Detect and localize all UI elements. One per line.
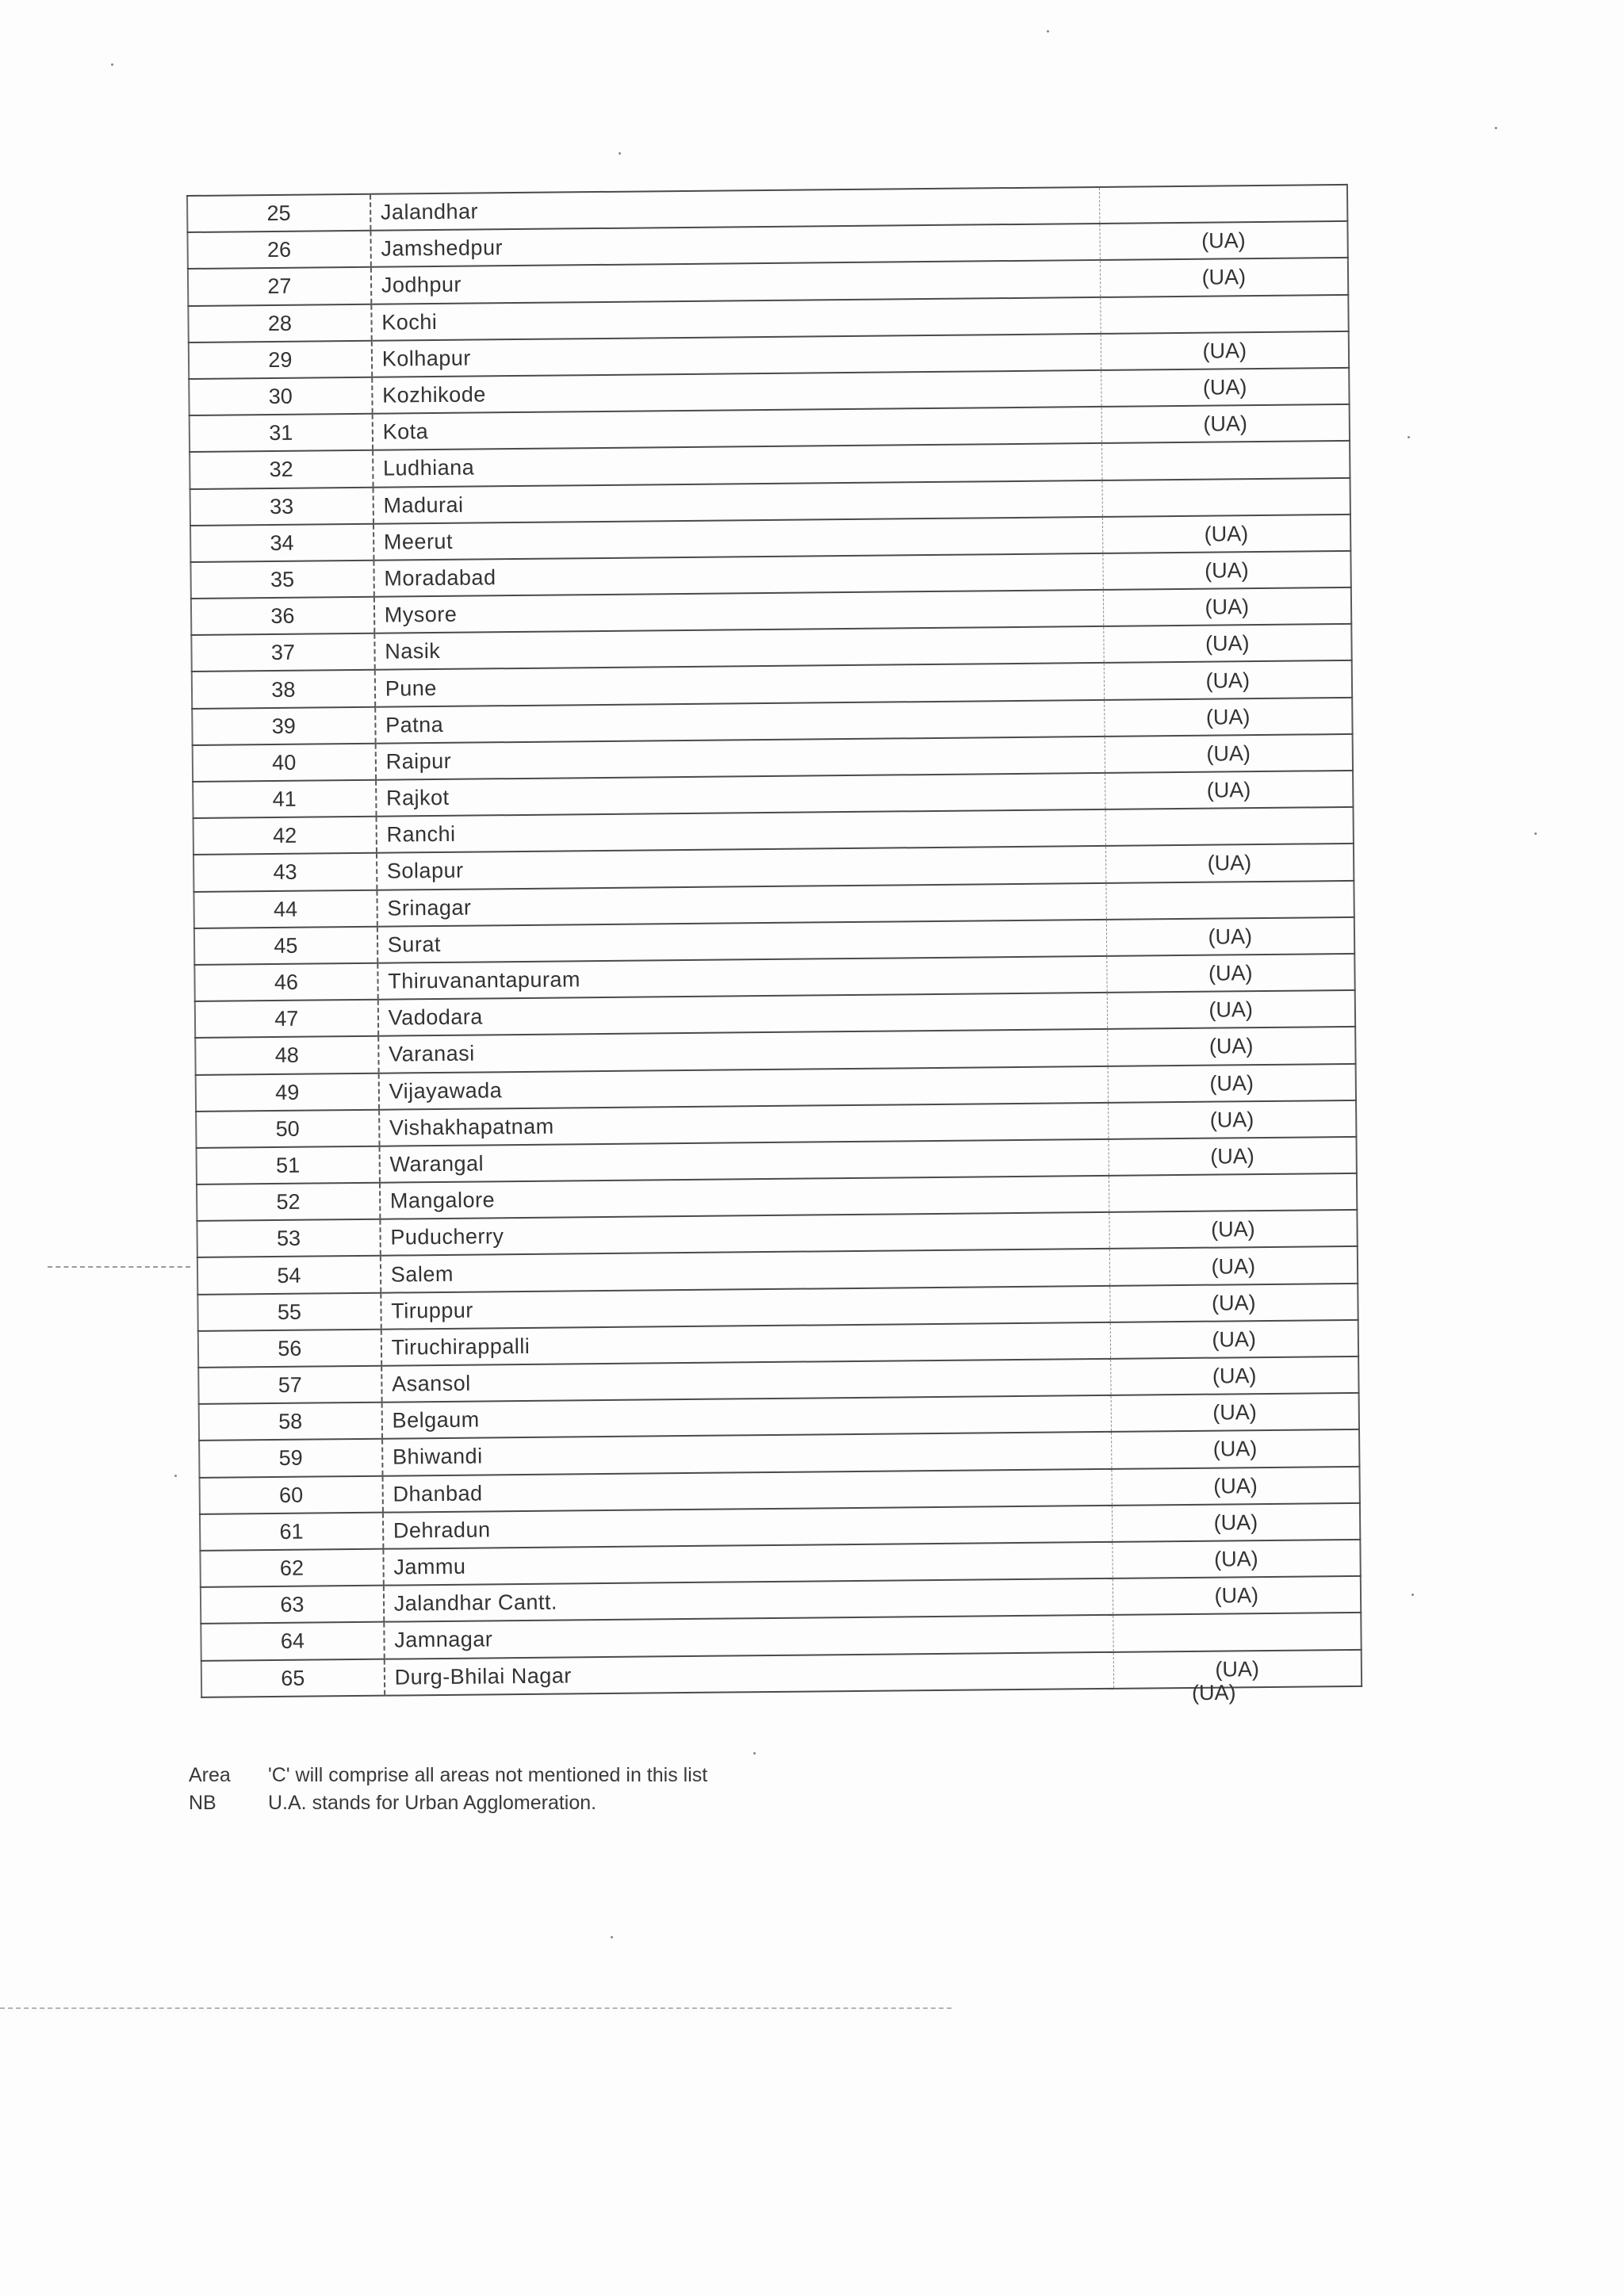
footnotes	[189, 1762, 707, 1817]
city-name: Thiruvanantapuram	[377, 956, 1107, 1000]
city-name: Srinagar	[377, 882, 1106, 926]
city-name: Puducherry	[380, 1212, 1109, 1256]
row-number: 26	[187, 231, 370, 269]
scan-speck	[174, 1475, 177, 1477]
table-body	[187, 185, 1362, 1697]
city-name: Asansol	[381, 1359, 1111, 1402]
ua-marker: (UA)	[1103, 587, 1351, 626]
row-number: 60	[200, 1475, 383, 1513]
row-number: 55	[197, 1292, 381, 1330]
row-number: 41	[193, 780, 376, 818]
ua-marker: (UA)	[1105, 844, 1354, 882]
city-name: Kota	[372, 407, 1101, 450]
ua-marker: (UA)	[1110, 1320, 1358, 1359]
ua-marker: (UA)	[1109, 1137, 1357, 1176]
ua-marker: (UA)	[1113, 1576, 1361, 1615]
city-name: Jamnagar	[384, 1615, 1113, 1659]
row-number: 33	[190, 487, 373, 525]
scan-speck	[753, 1752, 756, 1755]
ua-marker	[1113, 1613, 1361, 1651]
scan-speck	[1047, 30, 1049, 33]
city-name: Mysore	[374, 590, 1104, 633]
ua-marker: (UA)	[1102, 551, 1350, 590]
row-number: 48	[195, 1036, 378, 1074]
row-number: 49	[196, 1073, 379, 1111]
ua-marker: (UA)	[1103, 624, 1351, 663]
city-name: Kolhapur	[372, 334, 1101, 377]
ua-marker: (UA)	[1106, 917, 1354, 956]
city-name: Rajkot	[376, 773, 1105, 817]
row-number: 35	[190, 561, 373, 599]
row-number: 53	[197, 1219, 380, 1257]
ua-marker: (UA)	[1107, 1027, 1355, 1066]
city-name: Ludhiana	[373, 443, 1102, 487]
city-name: Solapur	[377, 846, 1106, 890]
row-number: 30	[189, 377, 372, 415]
row-number: 31	[190, 414, 373, 452]
city-name: Surat	[377, 920, 1107, 963]
city-name: Jodhpur	[371, 260, 1101, 304]
row-number: 54	[197, 1256, 381, 1294]
ua-marker: (UA)	[1111, 1429, 1359, 1468]
footnote-key: NB	[189, 1792, 216, 1814]
row-number: 65	[201, 1659, 385, 1697]
ua-marker	[1109, 1173, 1357, 1212]
footnote-area	[189, 1762, 707, 1789]
row-number: 56	[198, 1330, 381, 1368]
ua-marker	[1105, 880, 1354, 919]
ua-marker: (UA)	[1112, 1540, 1360, 1578]
ua-marker: (UA)	[1109, 1246, 1358, 1285]
ua-marker: (UA)	[1113, 1649, 1362, 1688]
city-name: Ranchi	[376, 809, 1105, 853]
row-number: 25	[187, 194, 370, 232]
ua-marker: (UA)	[1107, 990, 1355, 1029]
row-number: 58	[199, 1402, 382, 1441]
footnote-nb	[189, 1789, 707, 1817]
scan-speck	[1408, 436, 1410, 438]
city-name: Madurai	[373, 480, 1102, 523]
row-number: 39	[192, 706, 375, 744]
city-name: Kozhikode	[372, 370, 1101, 414]
city-name: Vishakhapatnam	[379, 1103, 1109, 1146]
city-name: Jammu	[383, 1542, 1113, 1586]
city-name: Jalandhar	[370, 187, 1100, 231]
city-name: Moradabad	[373, 553, 1103, 597]
ua-marker: (UA)	[1105, 734, 1353, 773]
scan-speck	[111, 63, 113, 66]
row-number: 37	[191, 633, 374, 672]
ua-marker: (UA)	[1106, 954, 1354, 993]
city-name: Dehradun	[383, 1506, 1113, 1549]
city-name: Jamshedpur	[370, 224, 1100, 267]
ua-marker: (UA)	[1112, 1503, 1360, 1542]
row-number: 32	[190, 450, 373, 488]
scan-speck	[1495, 127, 1497, 129]
row-number: 28	[188, 304, 371, 342]
row-number: 44	[193, 890, 377, 928]
footnote-text: U.A. stands for Urban Agglomeration.	[268, 1792, 597, 1814]
city-name: Kochi	[371, 297, 1101, 341]
city-name: Vadodara	[378, 993, 1108, 1036]
ua-marker: (UA)	[1110, 1357, 1358, 1395]
scan-artifact-line	[48, 1266, 190, 1268]
footnote-key: Area	[189, 1764, 231, 1786]
city-name: Raipur	[375, 737, 1105, 780]
row-number: 40	[193, 744, 376, 782]
row-number: 46	[194, 963, 377, 1001]
ua-marker: (UA)	[1104, 660, 1352, 699]
ua-marker	[1105, 807, 1354, 846]
scan-speck	[1411, 1594, 1414, 1596]
row-number: 62	[200, 1549, 383, 1587]
ua-marker: (UA)	[1102, 515, 1350, 553]
city-name: Durg-Bhilai Nagar	[384, 1651, 1113, 1695]
city-classification-table	[186, 184, 1362, 1698]
row-number: 27	[188, 267, 371, 305]
city-name: Tiruppur	[381, 1286, 1110, 1330]
ua-marker: (UA)	[1101, 404, 1350, 443]
city-name: Bhiwandi	[382, 1432, 1112, 1475]
row-number: 59	[199, 1439, 382, 1477]
city-name: Dhanbad	[382, 1468, 1112, 1512]
ua-marker: (UA)	[1099, 221, 1347, 260]
city-name: Belgaum	[381, 1395, 1111, 1439]
row-number: 51	[197, 1146, 380, 1184]
row-number: 57	[198, 1366, 381, 1404]
row-number: 47	[195, 1000, 378, 1038]
row-number: 64	[201, 1622, 384, 1660]
city-name: Pune	[375, 663, 1105, 706]
ua-marker: (UA)	[1109, 1284, 1358, 1322]
city-name: Jalandhar Cantt.	[384, 1578, 1113, 1622]
ua-marker: (UA)	[1105, 771, 1353, 809]
ua-marker: (UA)	[1101, 331, 1349, 370]
row-number: 36	[191, 597, 374, 635]
city-name: Mangalore	[380, 1176, 1109, 1219]
row-number: 38	[192, 670, 375, 708]
row-number: 63	[201, 1586, 384, 1624]
ua-marker: (UA)	[1104, 698, 1352, 737]
city-name: Salem	[381, 1249, 1110, 1292]
row-number: 50	[196, 1109, 379, 1147]
ua-marker	[1101, 441, 1350, 480]
ua-marker: (UA)	[1111, 1393, 1359, 1432]
ua-marker	[1102, 477, 1350, 516]
city-name: Warangal	[379, 1139, 1109, 1183]
ua-marker	[1100, 295, 1348, 334]
city-name: Tiruchirappalli	[381, 1322, 1110, 1366]
ua-marker: (UA)	[1108, 1100, 1356, 1139]
footnote-text: 'C' will comprise all areas not mentioned in this list	[268, 1764, 708, 1786]
city-name: Patna	[375, 700, 1105, 744]
scan-artifact-line	[0, 2007, 952, 2009]
ua-marker: (UA)	[1100, 258, 1348, 297]
ua-marker	[1099, 185, 1347, 224]
row-number: 45	[194, 926, 377, 964]
trailing-ua-label: (UA)	[1191, 1680, 1236, 1705]
city-name: Nasik	[374, 626, 1104, 670]
row-number: 43	[193, 853, 377, 891]
city-name: Varanasi	[378, 1029, 1108, 1073]
scan-speck	[1534, 832, 1537, 835]
row-number: 52	[197, 1183, 380, 1221]
scan-speck	[619, 152, 621, 155]
row-number: 34	[190, 523, 373, 561]
scan-speck	[611, 1936, 613, 1938]
row-number: 42	[193, 817, 377, 855]
ua-marker: (UA)	[1101, 368, 1349, 407]
ua-marker: (UA)	[1112, 1466, 1360, 1505]
ua-marker: (UA)	[1108, 1063, 1356, 1102]
row-number: 29	[189, 341, 372, 379]
city-name: Vijayawada	[378, 1066, 1108, 1109]
ua-marker: (UA)	[1109, 1210, 1357, 1249]
row-number: 61	[200, 1512, 383, 1550]
city-name: Meerut	[373, 517, 1103, 561]
